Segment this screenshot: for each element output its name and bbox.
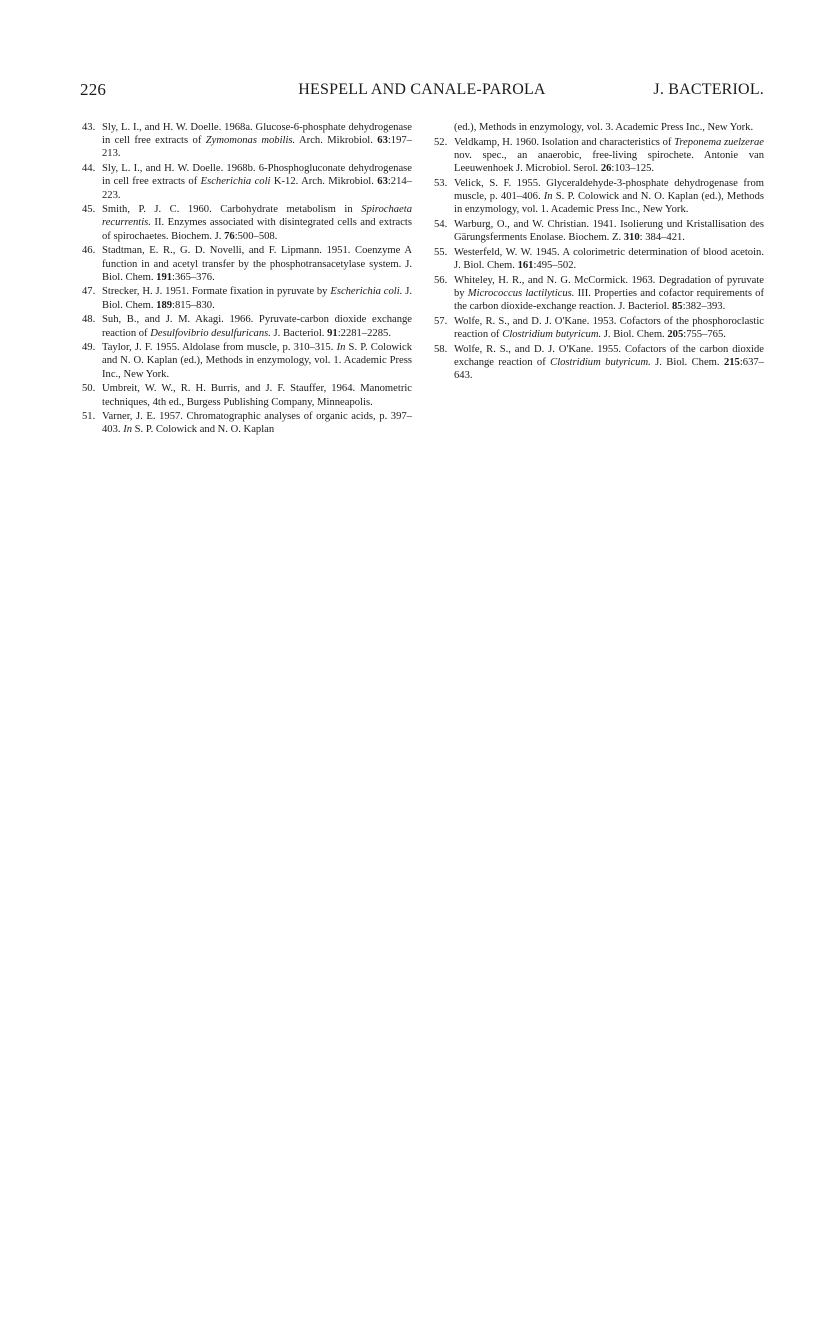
reference-text	[454, 218, 764, 244]
reference-post: Arch. Mikrobiol.	[295, 135, 378, 147]
reference-number: 43.	[82, 122, 96, 133]
reference-pre: Whiteley, H. R., and N. G. McCormick. 1963. Degradation of pyruvate by	[454, 274, 764, 299]
reference-text	[102, 121, 412, 161]
reference-pre: Wolfe, R. S., and D. J. O'Kane. 1953. Cofactors of the phosphoroclastic reaction of	[454, 315, 764, 341]
reference-pre: Warburg, O., and W. Christian. 1941. Isolierung und Kristallisation des Gärungsferments Enolase. Biochem. Z.	[454, 218, 764, 244]
reference-tail: :2281–2285.	[337, 327, 391, 339]
reference-pre: Veldkamp, H. 1960. Isolation and characteristics of	[454, 136, 675, 148]
reference-text	[102, 382, 412, 408]
journal-name: J. BACTERIOL.	[653, 81, 764, 98]
reference-vol: 215	[723, 356, 740, 368]
reference-number: 50.	[82, 383, 96, 395]
reference-entry	[434, 136, 764, 176]
reference-entry	[434, 218, 764, 244]
reference-entry	[82, 203, 412, 243]
reference-text	[454, 136, 764, 176]
reference-text	[454, 121, 764, 134]
reference-ital: In	[336, 342, 346, 354]
reference-pre: Suh, B., and J. M. Akagi. 1966. Pyruvate-carbon dioxide exchange reaction of	[102, 314, 412, 339]
reference-entry	[82, 244, 412, 284]
reference-entry	[82, 341, 412, 381]
reference-ital: Spirochaeta recurrentis.	[102, 204, 412, 229]
reference-ital: Treponema zuelzerae	[674, 136, 765, 148]
reference-pre: Wolfe, R. S., and D. J. O'Kane. 1955. Cofactors of the carbon dioxide exchange reaction of	[454, 343, 764, 368]
reference-post: J. Bacteriol.	[270, 327, 328, 339]
references-right-column	[434, 121, 764, 384]
reference-post: II. Enzymes associated with disintegrated cells and extracts of spirochaetes. Biochem. J.	[102, 217, 412, 242]
reference-number: 56.	[434, 274, 448, 286]
reference-tail: :214–223.	[102, 176, 412, 201]
reference-number: 44.	[82, 163, 96, 175]
page-number: 226	[80, 80, 107, 99]
reference-text	[454, 274, 764, 314]
reference-vol: 191	[156, 271, 173, 283]
reference-pre: Sly, L. I., and H. W. Doelle. 1968b. 6-Phosphogluconate dehydrogenase in cell free extracts of	[102, 163, 412, 188]
reference-vol: 189	[156, 299, 173, 311]
reference-entry	[434, 121, 764, 134]
reference-vol: 26	[600, 163, 612, 175]
reference-ital: Clostridium butyricum.	[550, 356, 651, 368]
reference-ital: Escherichia coli.	[330, 286, 403, 298]
reference-text	[454, 177, 764, 217]
reference-post: III. Properties and cofactor requirements of the carbon dioxide-exchange reaction. J. Bacteriol.	[454, 287, 764, 313]
reference-text	[102, 341, 412, 381]
reference-post: J. Biol. Chem.	[601, 329, 668, 341]
reference-number: 55.	[434, 246, 448, 258]
reference-vol: 161	[517, 260, 534, 272]
reference-post: nov. spec., an anaerobic, free-living spirochete. Antonie van Leeuwenhoek J. Microbiol. Serol.	[454, 149, 764, 175]
reference-number: 48.	[82, 314, 96, 326]
reference-pre: Taylor, J. F. 1955. Aldolase from muscle, p. 310–315.	[102, 342, 337, 354]
reference-post: J. Biol. Chem.	[102, 286, 412, 311]
reference-vol: 63	[377, 135, 388, 147]
reference-pre: Westerfeld, W. W. 1945. A colorimetric determination of blood acetoin. J. Biol. Chem.	[454, 246, 764, 272]
reference-text	[102, 203, 412, 243]
reference-pre: (ed.), Methods in enzymology, vol. 3. Academic Press Inc., New York.	[454, 122, 754, 133]
reference-entry	[82, 285, 412, 311]
reference-entry	[434, 315, 764, 341]
reference-tail: :365–376.	[172, 271, 215, 283]
reference-vol: 310	[623, 232, 640, 244]
reference-number: 58.	[434, 343, 448, 355]
reference-text	[102, 162, 412, 202]
reference-number: 49.	[82, 342, 96, 354]
reference-post: S. P. Colowick and N. O. Kaplan (ed.), Methods in enzymology, vol. 1. Academic Press Inc., New York.	[454, 191, 764, 216]
reference-text	[102, 244, 412, 284]
reference-ital: Clostridium butyricum.	[502, 329, 602, 341]
reference-pre: Stadtman, E. R., G. D. Novelli, and F. Lipmann. 1951. Coenzyme A function in and acetyl transfer by the phosphotransacetylase system. J. Biol. Chem.	[102, 245, 412, 283]
reference-ital: Desulfovibrio desulfuricans.	[150, 327, 271, 339]
reference-number: 54.	[434, 218, 448, 230]
reference-vol: 85	[671, 301, 683, 313]
reference-tail: :197–213.	[102, 135, 412, 160]
reference-tail: :495–502.	[533, 260, 577, 272]
reference-tail: : 384–421.	[639, 232, 685, 244]
reference-vol: 63	[377, 176, 388, 188]
reference-text	[454, 315, 764, 341]
reference-number: 53.	[434, 177, 448, 189]
reference-number: 51.	[82, 411, 96, 423]
reference-tail: :637–643.	[454, 356, 764, 382]
reference-ital: In	[123, 424, 133, 436]
reference-number: 46.	[82, 245, 96, 257]
reference-ital: Escherichia coli	[200, 176, 271, 188]
reference-number: 52.	[434, 136, 448, 148]
reference-entry	[82, 382, 412, 408]
reference-ital: In	[543, 191, 553, 203]
reference-vol: 76	[224, 230, 235, 242]
running-authors: HESPELL AND CANALE-PAROLA	[298, 81, 546, 98]
reference-text	[102, 410, 412, 436]
reference-entry	[82, 410, 412, 436]
reference-ital: Micrococcus lactilyticus.	[467, 287, 575, 299]
reference-tail: :103–125.	[611, 163, 655, 175]
reference-pre: Smith, P. J. C. 1960. Carbohydrate metabolism in	[102, 204, 362, 216]
reference-post: K-12. Arch. Mikrobiol.	[270, 176, 378, 188]
page-header	[80, 80, 764, 104]
reference-pre: Velick, S. F. 1955. Glyceraldehyde-3-phosphate dehydrogenase from muscle, p. 401–406.	[454, 177, 764, 203]
reference-pre: Varner, J. E. 1957. Chromatographic analyses of organic acids, p. 397–403.	[102, 411, 412, 436]
reference-pre: Umbreit, W. W., R. H. Burris, and J. F. Stauffer, 1964. Manometric techniques, 4th ed., Burgess Publishing Company, Minneapolis.	[102, 383, 412, 408]
reference-pre: Strecker, H. J. 1951. Formate fixation in pyruvate by	[102, 286, 331, 298]
reference-number: 47.	[82, 286, 96, 298]
reference-vol: 205	[667, 329, 684, 341]
reference-text	[102, 313, 412, 339]
reference-text	[454, 246, 764, 272]
reference-post: S. P. Colowick and N. O. Kaplan (ed.), Methods in enzymology, vol. 1. Academic Press Inc., New York.	[102, 342, 413, 380]
reference-post: J. Biol. Chem.	[650, 356, 724, 368]
reference-text	[454, 343, 764, 383]
reference-tail: :382–393.	[682, 301, 726, 313]
reference-entry	[82, 313, 412, 339]
reference-entry	[82, 162, 412, 202]
reference-entry	[434, 343, 764, 383]
reference-entry	[434, 274, 764, 314]
reference-tail: :500–508.	[234, 230, 278, 242]
reference-number: 57.	[434, 315, 448, 327]
reference-entry	[434, 246, 764, 272]
reference-entry	[434, 177, 764, 217]
reference-vol: 91	[327, 327, 338, 339]
reference-pre: Sly, L. I., and H. W. Doelle. 1968a. Glucose-6-phosphate dehydrogenase in cell free extracts of	[102, 122, 412, 147]
reference-tail: :755–765.	[683, 329, 726, 341]
reference-ital: Zymomonas mobilis.	[205, 135, 296, 147]
reference-entry	[82, 121, 412, 161]
references-left-column	[82, 121, 412, 438]
reference-text	[102, 285, 412, 311]
reference-tail: :815–830.	[172, 299, 215, 311]
reference-number: 45.	[82, 204, 96, 216]
reference-post: S. P. Colowick and N. O. Kaplan	[132, 424, 275, 436]
